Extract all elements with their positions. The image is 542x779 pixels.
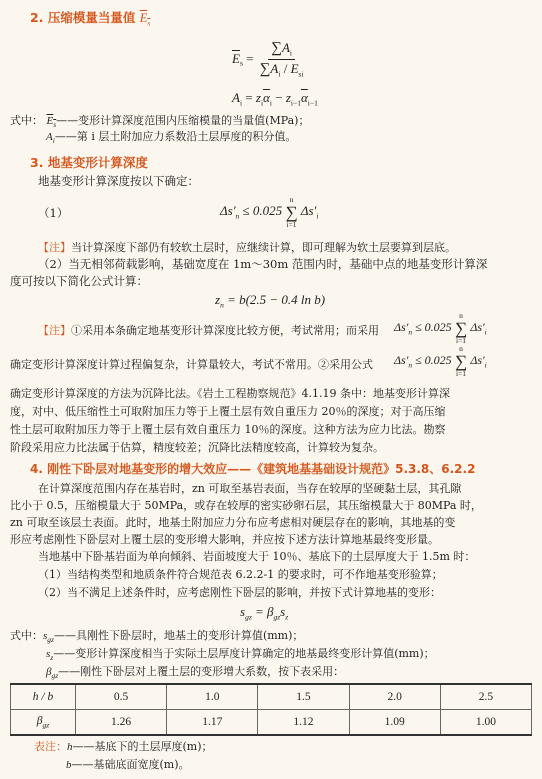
note-2-line-2: 确定变形计算深度计算过程偏复杂，计算量较大，考试不常用。②采用公式: [10, 358, 373, 371]
note-2-tag: 【注】: [38, 324, 71, 337]
where-symbol-ai: $A_i$: [46, 131, 55, 146]
section-4-line-1: 在计算深度范围内存在基岩时，zn 可取至基岩表面，当存在较厚的坚硬黏土层，其孔隙: [38, 482, 462, 495]
section-2-symbol: $E_s$: [139, 11, 151, 28]
where-symbol-es: $E_s$: [46, 115, 57, 130]
table-cell: 0.5: [76, 684, 167, 710]
table-head-bgz: $\beta_{gz}$: [11, 710, 76, 736]
where-2-line-2: [46, 645, 435, 662]
table-cell: 1.17: [167, 710, 258, 736]
note-2-line-5: 性土层可取附加压力等于上覆土层有效自重压力 10％的深度。这种方法为应力比法。勘察: [10, 423, 446, 436]
table-note-text-h: ——基底下的土层厚度(m)；: [72, 740, 213, 753]
table-cell: 1.0: [167, 684, 258, 710]
note-2-line-4: 度，对中、低压缩性土可取附加压力等于上覆土层有效自重压力 20％的深度；对于高压缩: [10, 405, 446, 418]
formula-sgz: $s_{gz} = \beta_{gz}s_z$: [240, 604, 289, 622]
section-4-title: 刚性下卧层对地基变形的增大效应——《建筑地基基础设计规范》5.3.8、6.2.2: [47, 462, 476, 476]
note-2-text-1: ①采用本条确定地基变形计算深度比较方便，考试常用；而采用: [71, 324, 379, 337]
table-row: [11, 684, 532, 710]
table-note-line-2: [66, 756, 190, 772]
where-block-1: [10, 112, 309, 129]
section-2-title: 压缩模量当量值: [47, 10, 136, 25]
note-2-line-1: [38, 322, 379, 338]
table-note-text-b: ——基础底面宽度(m)。: [71, 758, 190, 771]
section-4-line-3: zn 可取至该层土表面。此时，地基土附加应力分布应考虑相对硬层存在的影响，其地基的变: [10, 516, 456, 529]
note-2-line-3: 确定变形计算深度的方法为沉降比法。《岩土工程勘察规范》4.1.19 条中：地基变形计算深: [10, 387, 450, 400]
note-2-formula-2: $\Delta s'_n \le 0.025$ n ∑ i=1 $\Delta s'_i$: [394, 344, 487, 378]
item-2-line-2: 度可按以下简化公式计算：: [10, 274, 148, 288]
table-cell: 1.09: [349, 710, 440, 736]
note-1-tag: 【注】: [38, 241, 71, 254]
table-cell: 1.5: [258, 684, 349, 710]
table-cell: 2.5: [440, 684, 531, 710]
where-2-symbol-sz: $s_z$: [46, 648, 54, 663]
table-row: [11, 710, 532, 736]
table-note-symbol-b: b: [66, 759, 72, 771]
section-4-line-4: 形应考虑刚性下卧层对上覆土层的变形增大影响，并应按下述方法计算地基最终变形量。: [10, 533, 439, 546]
table-head-hb: h / b: [11, 684, 76, 710]
where-text-ai: ——第 i 层土附加应力系数沿土层厚度的积分值。: [54, 130, 297, 143]
section-4-line-2: 比小于 0.5，压缩模量大于 50MPa，或存在较厚的密实砂卵石层，其压缩模量大于 80MPa 时，: [10, 499, 482, 512]
formula-ai: $A_i = z_i\overline{\alpha}_i - z_{i-1}\overline{\alpha}_{i-1}$: [232, 90, 318, 108]
table-note-tag: 表注：: [34, 740, 67, 753]
table-cell: 1.26: [76, 710, 167, 736]
where-2-text-sz: ——变形计算深度相当于实际土层厚度计算确定的地基最终变形计算值(mm)；: [53, 647, 435, 660]
where-2-text-bgz: ——刚性下卧层对上覆土层的变形增大系数，按下表采用：: [58, 665, 345, 678]
where-2-text-sgz: ——具刚性下卧层时，地基土的变形计算值(mm)；: [53, 629, 304, 642]
section-3-number: 3.: [30, 155, 44, 170]
where-text-es: ——变形计算深度范围内压缩模量的当量值(MPa)；: [56, 114, 310, 127]
table-cell: 1.00: [440, 710, 531, 736]
section-3-intro: 地基变形计算深度按以下确定：: [38, 174, 199, 188]
where-2-line-1: [10, 627, 303, 644]
where-2-symbol-sgz: $s_{gz}$: [43, 630, 54, 645]
item-2-line-1: （2）当无相邻荷载影响，基础宽度在 1m～30m 范围内时，基础中点的地基变形计算深: [38, 257, 488, 271]
section-3-heading: [30, 153, 148, 171]
section-4-line-7: （2）当不满足上述条件时，应考虑刚性下卧层的影响，并按下式计算地基的变形：: [38, 586, 441, 599]
section-3-title: 地基变形计算深度: [47, 155, 148, 170]
section-4-number: 4.: [30, 462, 43, 476]
section-4-heading: [30, 460, 475, 477]
note-2-formula-1: $\Delta s'_n \le 0.025$ n ∑ i=1 $\Delta s'_i$: [394, 311, 487, 345]
where-2-line-3: [46, 663, 344, 680]
section-2-number: 2.: [30, 10, 44, 25]
section-2-heading: [30, 8, 150, 28]
table-note-symbol-h: h: [67, 741, 73, 753]
where-2-symbol-bgz: $\beta_{gz}$: [46, 666, 59, 681]
section-4-line-6: （1）当结构类型和地质条件符合规范表 6.2.2-1 的要求时，可不作地基变形验算；: [38, 568, 443, 581]
where-label: 式中：: [10, 114, 43, 127]
formula-depth-criterion: $\Delta s'_n \le 0.025$ n ∑ i=1 $\Delta s'_i$: [220, 195, 319, 229]
formula-es: $\overline{E}_s$ = $\frac{\sum A_i}{\sum A_i / E_{si}}$: [232, 40, 307, 78]
formula-es-numerator: $\sum A_i$: [268, 40, 295, 60]
table-cell: 1.12: [258, 710, 349, 736]
note-2-line-6: 阶段采用应力比法属于估算，精度较差；沉降比法精度较高，计算较为复杂。: [10, 441, 384, 454]
formula-es-denominator: $\sum A_i / E_{si}$: [259, 60, 304, 79]
table-note-line-1: [34, 738, 213, 754]
where-line-ai: [46, 128, 296, 145]
where-2-label: 式中：: [10, 629, 43, 642]
table-cell: 2.0: [349, 684, 440, 710]
formula-zn: $z_n = b(2.5 - 0.4$ ln b): [215, 292, 326, 310]
note-1: [38, 239, 456, 255]
beta-table: [10, 683, 532, 736]
section-4-line-5: 当地基中下卧基岩面为单向倾斜、岩面坡度大于 10％、基底下的土层厚度大于 1.5m 时：: [38, 550, 476, 563]
item-1-label: （1）: [38, 206, 69, 220]
note-1-text: 当计算深度下部仍有较软土层时，应继续计算，即可理解为软土层要算到层底。: [71, 241, 456, 254]
